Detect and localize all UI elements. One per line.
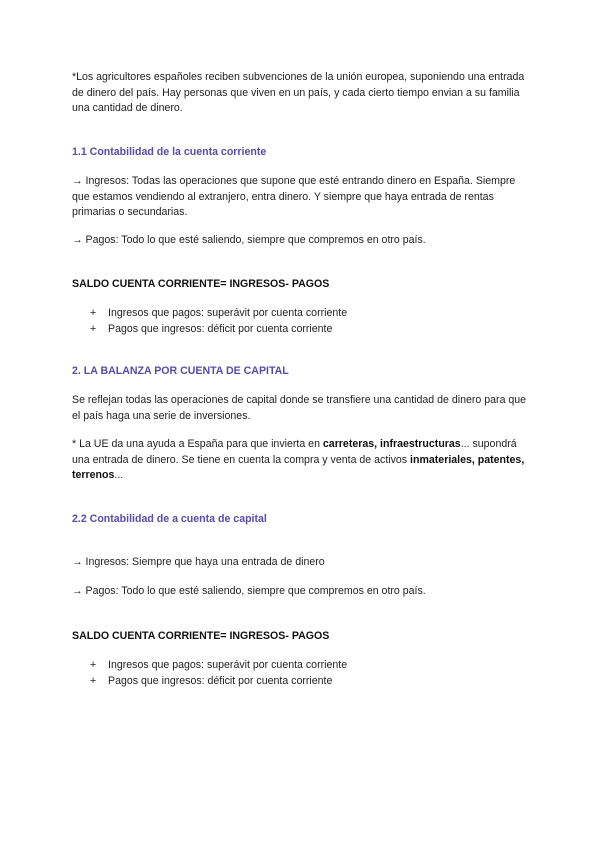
pagos-capital-paragraph: → Pagos: Todo lo que esté saliendo, siempre que compremos en otro país.	[72, 585, 426, 597]
pagos-paragraph: → Pagos: Todo lo que esté saliendo, siempre que compremos en otro país.	[72, 234, 426, 246]
saldo-formula: SALDO CUENTA CORRIENTE= INGRESOS- PAGOS	[72, 278, 330, 290]
bold-carreteras: carreteras, infraestructuras	[322, 438, 461, 450]
bullet-marker: +	[90, 322, 97, 335]
bullet-marker: +	[90, 307, 97, 319]
ingresos-capital-paragraph: → Ingresos: Siempre que haya una entrada de dinero	[72, 556, 325, 568]
bold-inmateriales: inmateriales, patentes, terrenos	[72, 453, 525, 481]
list-item: + Pagos que ingresos: déficit por cuenta corriente	[72, 674, 532, 690]
bullet-marker: +	[90, 659, 97, 671]
section-heading-cuenta-corriente: 1.1 Contabilidad de la cuenta corriente	[72, 146, 267, 158]
list-item: + Ingresos que pagos: superávit por cuenta corriente	[72, 306, 532, 322]
saldo-bullet-list	[72, 306, 532, 337]
bullet-marker: +	[90, 674, 97, 687]
section-heading-balanza-capital: 2. LA BALANZA POR CUENTA DE CAPITAL	[72, 365, 289, 377]
ingresos-paragraph: → Ingresos: Todas las operaciones que supone que esté entrando dinero en España. Siempre que estamos vendiendo al extranjero, entra dinero. Y siempre que haya entrada de rentas primarias o secundarias.	[72, 175, 516, 218]
list-item: + Ingresos que pagos: superávit por cuenta corriente	[72, 658, 532, 674]
list-item: + Pagos que ingresos: déficit por cuenta corriente	[72, 322, 532, 338]
saldo-formula-2: SALDO CUENTA CORRIENTE= INGRESOS- PAGOS	[72, 630, 330, 642]
section-heading-cuenta-capital: 2.2 Contabilidad de a cuenta de capital	[72, 513, 267, 525]
intro-paragraph: *Los agricultores españoles reciben subvenciones de la unión europea, suponiendo una entrada de dinero del país. Hay personas que viven en un país, y cada cierto tiempo envian a su familia una cantidad de dinero.	[72, 71, 525, 114]
ue-ayuda-paragraph: * La UE da una ayuda a España para que invierta en carreteras, infraestructuras... supondrá una entrada de dinero. Se tiene en cuenta la compra y venta de activos inmateriales, patentes, terrenos...	[72, 438, 525, 481]
saldo-bullet-list-2	[72, 658, 532, 689]
capital-description-paragraph: Se reflejan todas las operaciones de capital donde se transfiere una cantidad de dinero para que el país haga una serie de inversiones.	[72, 394, 527, 422]
